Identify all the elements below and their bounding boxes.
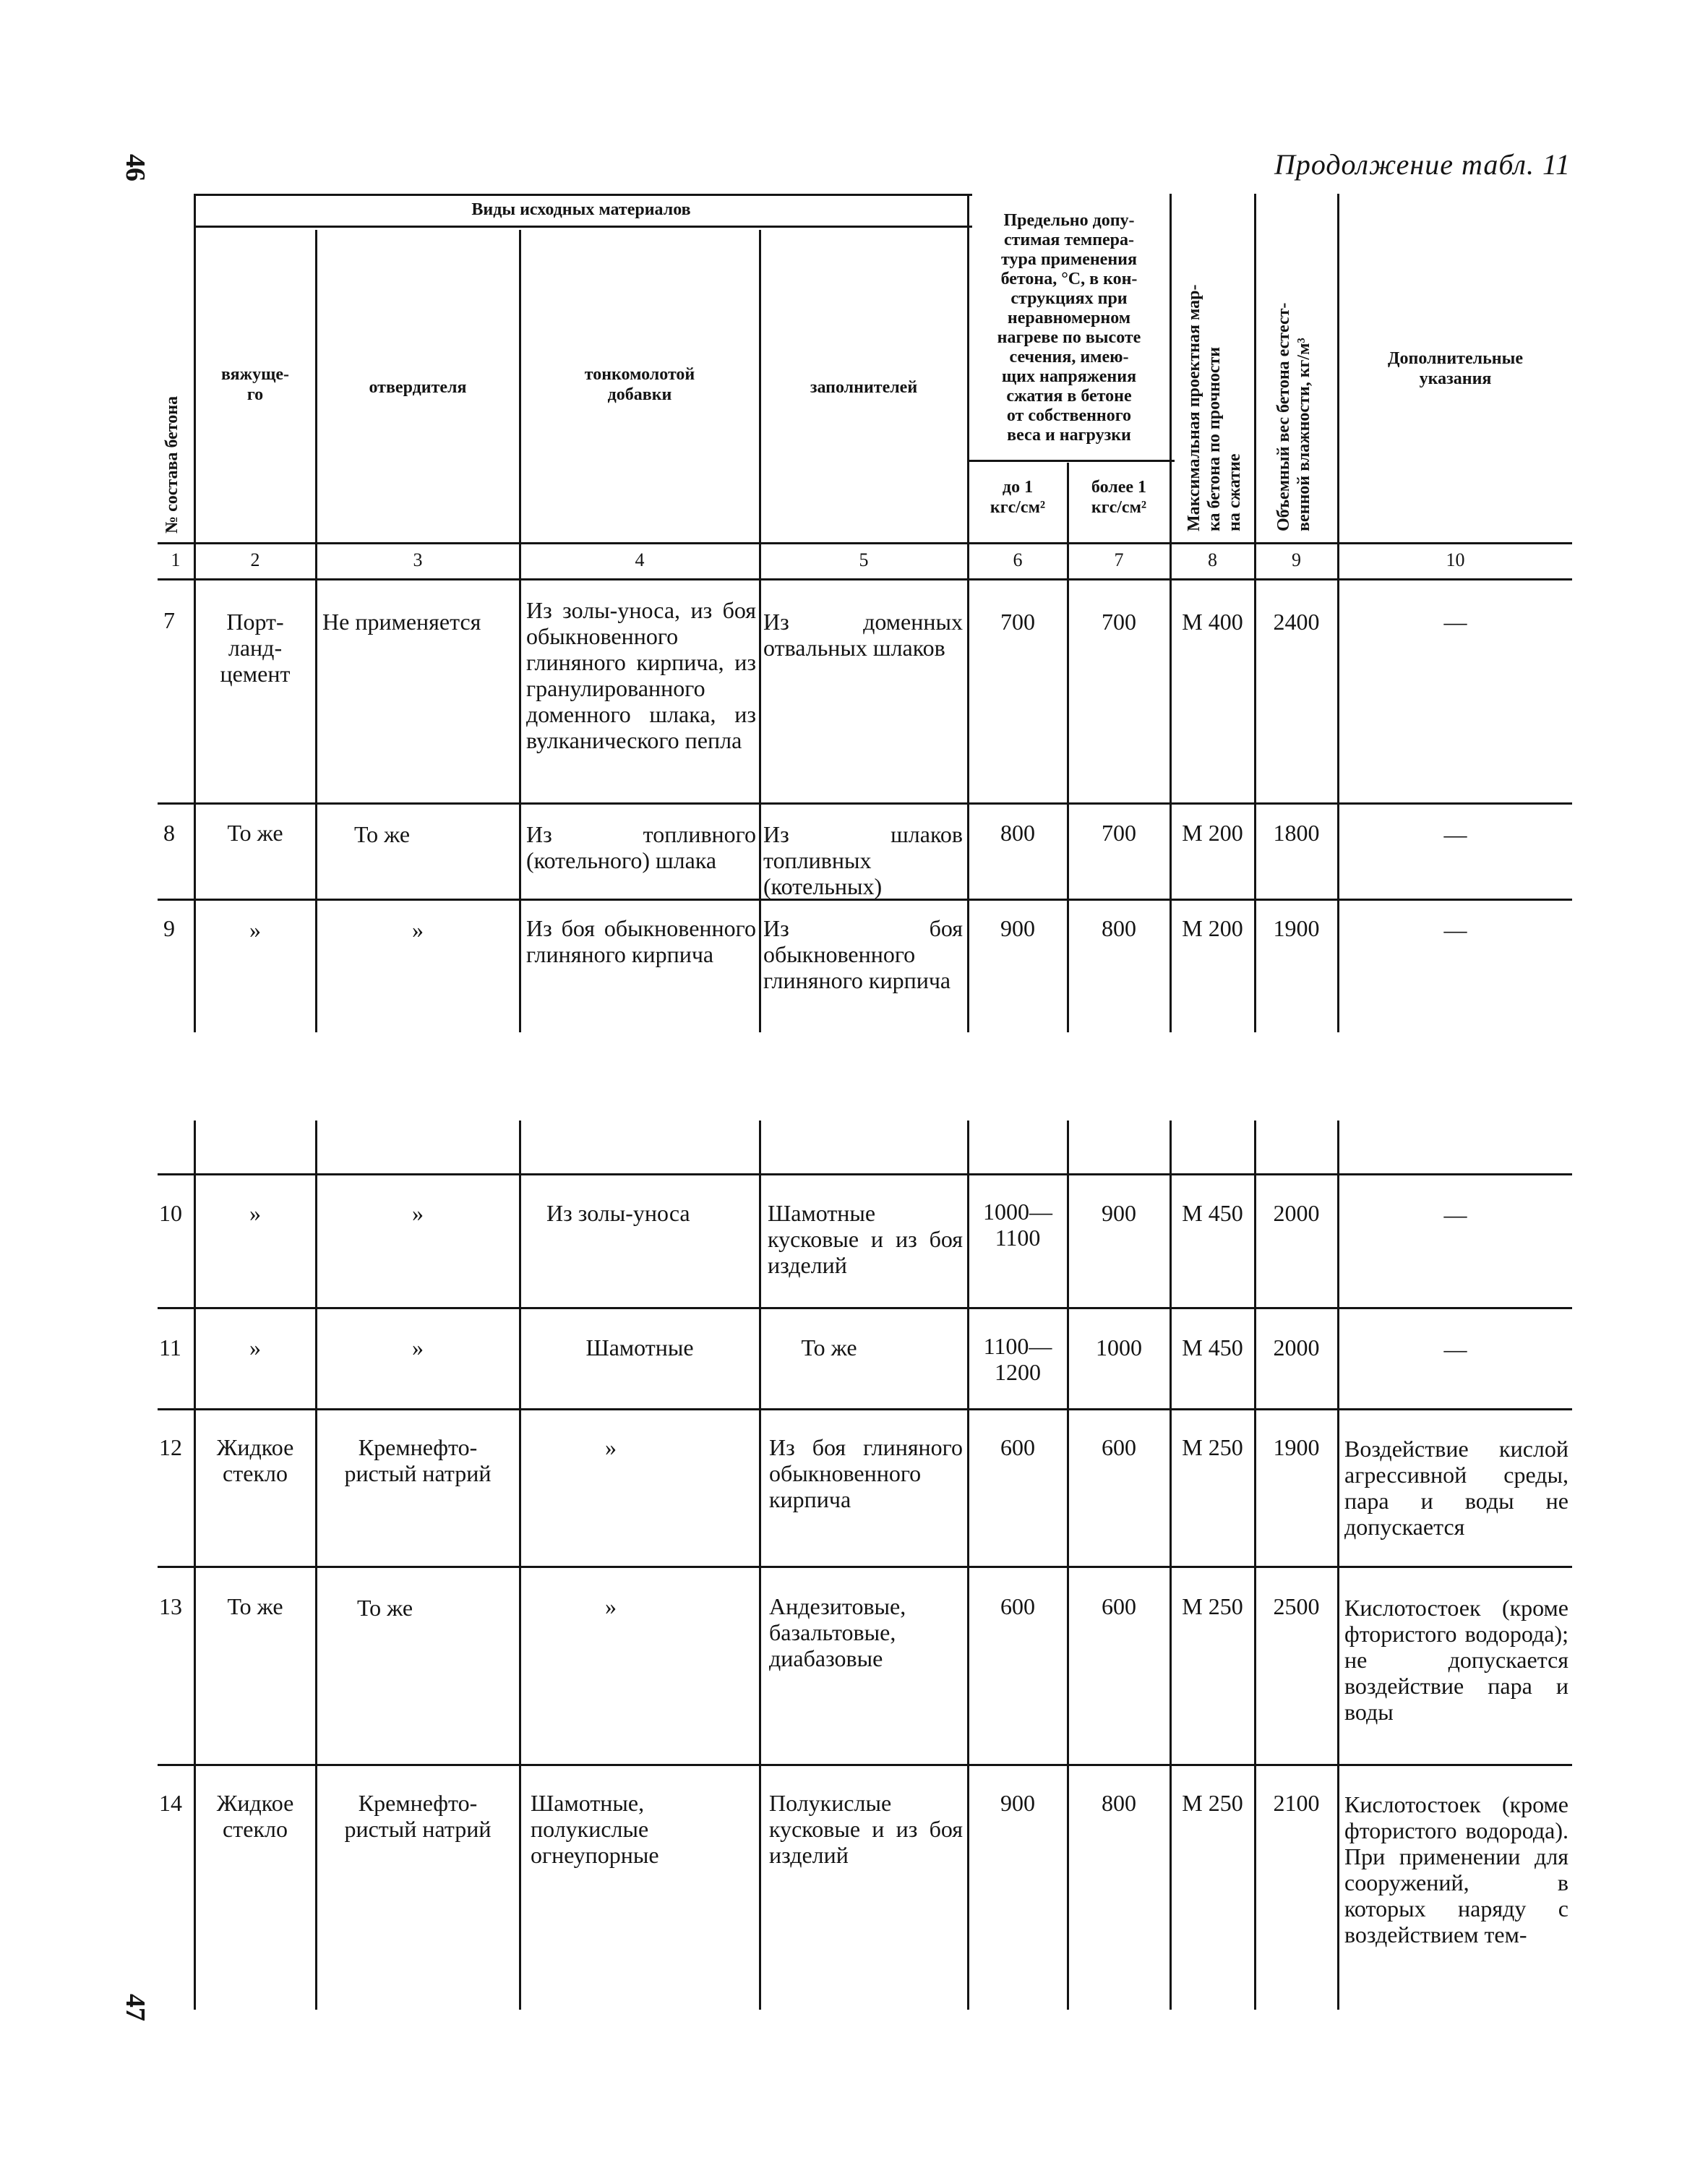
header-col4-additive: тонкомолотой добавки: [584, 365, 695, 404]
notes-cell: —: [1443, 917, 1467, 943]
hardener-cell: Кремнефто- ристый натрий: [344, 1790, 492, 1842]
additive-cell: Из золы-уноса, из боя обыкновенного глиняного кирпича, из гранулированного доменного шлака, из вулканического пепла: [526, 597, 756, 753]
temp-over1-cell: 1000: [1096, 1334, 1142, 1361]
filler-cell: Шамотные кусковые и из боя изделий: [768, 1200, 963, 1278]
colnum-2: 2: [250, 549, 260, 570]
notes-cell: —: [1443, 1336, 1467, 1362]
header-col8-grade: Максимальная проектная мар- ка бетона по прочности на сжатие: [1185, 284, 1244, 531]
header-col2-binder: вяжуще- го: [221, 365, 289, 404]
hardener-cell: Кремнефто- ристый натрий: [344, 1434, 492, 1486]
hardener-cell: »: [412, 1334, 424, 1361]
colnum-6: 6: [1013, 549, 1023, 570]
notes-cell: Воздействие кислой агрессивной среды, пара и воды не допускается: [1344, 1436, 1568, 1540]
row-number: 9: [163, 915, 175, 941]
row-number: 12: [159, 1434, 182, 1460]
header-col9-weight: Объемный вес бетона естест- венной влажности, кг/м³: [1274, 302, 1313, 531]
temp-upto1-cell: 700: [1000, 609, 1035, 635]
row-number: 13: [159, 1593, 182, 1619]
row-number: 14: [159, 1790, 182, 1816]
filler-cell: Из шлаков топливных (котельных): [763, 821, 963, 899]
colnum-9: 9: [1292, 549, 1301, 570]
filler-cell: Из боя глиняного обыкновенного кирпича: [769, 1434, 963, 1512]
binder-cell: Жидкое стекло: [216, 1434, 294, 1486]
header-materials-group: Виды исходных материалов: [471, 200, 691, 219]
binder-cell: То же: [227, 1593, 283, 1619]
hardener-cell: То же: [357, 1595, 413, 1621]
temp-upto1-cell: 900: [1000, 915, 1035, 941]
hardener-cell: »: [412, 1200, 424, 1226]
temp-upto1-cell: 600: [1000, 1434, 1035, 1460]
weight-cell: 1900: [1273, 1434, 1320, 1460]
hardener-cell: »: [412, 917, 424, 943]
grade-cell: М 400: [1182, 609, 1243, 635]
additive-cell: »: [605, 1434, 617, 1460]
row-number: 11: [159, 1334, 181, 1361]
temp-over1-cell: 800: [1102, 915, 1136, 941]
grade-cell: М 250: [1182, 1593, 1243, 1619]
grade-cell: М 450: [1182, 1334, 1243, 1361]
weight-cell: 2000: [1273, 1200, 1320, 1226]
filler-cell: Из доменных отвальных шлаков: [763, 609, 963, 661]
grade-cell: М 200: [1182, 820, 1243, 846]
row-number: 8: [163, 820, 175, 846]
notes-cell: —: [1443, 609, 1467, 635]
temp-over1-cell: 900: [1102, 1200, 1136, 1226]
grade-cell: М 250: [1182, 1790, 1243, 1816]
binder-cell: Жидкое стекло: [216, 1790, 294, 1842]
binder-cell: »: [249, 1334, 261, 1361]
additive-cell: Шамотные: [585, 1334, 694, 1361]
notes-cell: Кислотостоек (кроме фтористого водорода). При применении для сооружений, в которых наряду с воздействием тем-: [1344, 1791, 1568, 1948]
colnum-7: 7: [1114, 549, 1124, 570]
grade-cell: М 250: [1182, 1434, 1243, 1460]
filler-cell: Полукислые кусковые и из боя изделий: [769, 1790, 963, 1868]
weight-cell: 2000: [1273, 1334, 1320, 1361]
notes-cell: Кислотостоек (кроме фтористого водорода); не допускается воздействие пара и воды: [1344, 1595, 1568, 1725]
binder-cell: Порт- ланд- цемент: [220, 609, 291, 687]
weight-cell: 2100: [1273, 1790, 1320, 1816]
weight-cell: 1800: [1273, 820, 1320, 846]
colnum-8: 8: [1208, 549, 1217, 570]
hardener-cell: То же: [354, 821, 411, 847]
colnum-4: 4: [635, 549, 645, 570]
temp-over1-cell: 700: [1102, 609, 1136, 635]
temp-over1-cell: 600: [1102, 1434, 1136, 1460]
temp-over1-cell: 800: [1102, 1790, 1136, 1816]
page-number-top: 46: [120, 154, 150, 181]
temp-upto1-cell: 1000— 1100: [983, 1199, 1052, 1251]
grade-cell: М 200: [1182, 915, 1243, 941]
colnum-1: 1: [171, 549, 181, 570]
temp-over1-cell: 600: [1102, 1593, 1136, 1619]
binder-cell: »: [249, 917, 261, 943]
notes-cell: —: [1443, 821, 1467, 847]
temp-over1-cell: 700: [1102, 820, 1136, 846]
additive-cell: Из золы-уноса: [546, 1200, 690, 1226]
colnum-5: 5: [859, 549, 869, 570]
binder-cell: То же: [227, 820, 283, 846]
grade-cell: М 450: [1182, 1200, 1243, 1226]
colnum-10: 10: [1446, 549, 1465, 570]
weight-cell: 1900: [1273, 915, 1320, 941]
colnum-3: 3: [413, 549, 423, 570]
header-col10-notes: Дополнительные указания: [1388, 349, 1523, 388]
additive-cell: Из топливного (котельного) шлака: [526, 821, 756, 873]
header-col1-number: № состава бетона: [163, 395, 181, 534]
temp-upto1-cell: 600: [1000, 1593, 1035, 1619]
row-number: 10: [159, 1200, 182, 1226]
weight-cell: 2500: [1273, 1593, 1320, 1619]
row-number: 7: [163, 607, 175, 633]
table-caption: Продолжение табл. 11: [1274, 148, 1571, 181]
header-col7-over1: более 1 кгс/см²: [1091, 478, 1147, 517]
temp-upto1-cell: 900: [1000, 1790, 1035, 1816]
temp-upto1-cell: 800: [1000, 820, 1035, 846]
header-col6-upto1: до 1 кгс/см²: [990, 478, 1046, 517]
temp-upto1-cell: 1100— 1200: [983, 1333, 1052, 1385]
header-col5-filler: заполнителей: [810, 378, 918, 397]
filler-cell: Из боя обыкновенного глиняного кирпича: [763, 915, 963, 993]
header-temperature-group: Предельно допу- стимая темпера- тура применения бетона, °С, в кон- струкциях при неравномерном нагреве по высоте сечения, имею- щих напряжения сжатия в бетоне от собственного веса и нагрузки: [997, 211, 1141, 445]
page-number-bottom: 47: [120, 1994, 150, 2021]
hardener-cell: Не применяется: [322, 609, 481, 635]
additive-cell: Шамотные, полукислые огнеупорные: [531, 1790, 659, 1868]
filler-cell: То же: [801, 1334, 857, 1361]
binder-cell: »: [249, 1200, 261, 1226]
weight-cell: 2400: [1273, 609, 1320, 635]
page-break-gap: [145, 1032, 1571, 1121]
filler-cell: Андезитовые, базальтовые, диабазовые: [769, 1593, 906, 1671]
additive-cell: »: [605, 1593, 617, 1619]
notes-cell: —: [1443, 1201, 1467, 1227]
header-col3-hardener: отвердителя: [369, 378, 467, 397]
additive-cell: Из боя обыкновенного глиняного кирпича: [526, 915, 756, 967]
